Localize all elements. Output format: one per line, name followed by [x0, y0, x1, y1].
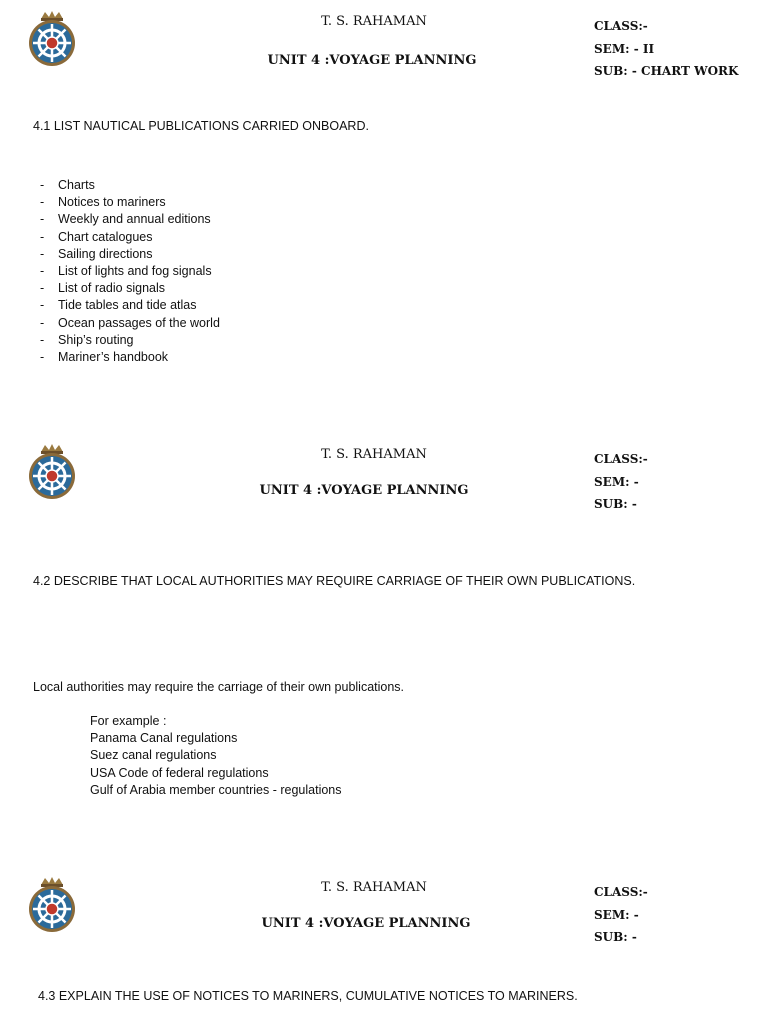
section-heading-4-3: 4.3 EXPLAIN THE USE OF NOTICES TO MARINERS, CUMULATIVE NOTICES TO MARINERS. [38, 989, 578, 1003]
meta-block [594, 15, 764, 83]
example-label: For example : [90, 714, 167, 728]
section-intro: Local authorities may require the carriage of their own publications. [33, 680, 405, 694]
ship-wheel-crest-icon [26, 10, 78, 68]
meta-block [594, 448, 764, 516]
class-line: CLASS:- [594, 452, 648, 466]
crest-logo [26, 443, 78, 501]
class-line: CLASS:- [594, 885, 648, 899]
institute-name: T. S. RAHAMAN [321, 880, 427, 895]
list-item: USA Code of federal regulations [90, 765, 269, 780]
ship-wheel-crest-icon [26, 443, 78, 501]
examples-block [90, 713, 490, 799]
institute-name: T. S. RAHAMAN [321, 447, 427, 462]
list-item: - Chart catalogues [32, 229, 432, 246]
list-item: - Ship’s routing [32, 332, 432, 349]
section-heading-4-1: 4.1 LIST NAUTICAL PUBLICATIONS CARRIED ONBOARD. [33, 119, 369, 133]
list-item: - Charts [32, 177, 432, 194]
ship-wheel-crest-icon [26, 876, 78, 934]
list-item: Gulf of Arabia member countries - regulations [90, 782, 342, 797]
unit-title: UNIT 4 :VOYAGE PLANNING [259, 483, 469, 498]
list-item: - Weekly and annual editions [32, 211, 432, 228]
crest-logo [26, 876, 78, 934]
sem-line: SEM: - II [594, 41, 655, 56]
list-item: - Sailing directions [32, 246, 432, 263]
publications-list [32, 177, 432, 366]
list-item: - Notices to mariners [32, 194, 432, 211]
list-item: - Mariner’s handbook [32, 349, 432, 366]
unit-title: UNIT 4 :VOYAGE PLANNING [261, 916, 471, 931]
sub-line: SUB: - [594, 930, 637, 944]
list-item: - Ocean passages of the world [32, 315, 432, 332]
meta-block [594, 881, 764, 949]
list-item: - List of lights and fog signals [32, 263, 432, 280]
list-item: - Tide tables and tide atlas [32, 297, 432, 314]
institute-name: T. S. RAHAMAN [321, 14, 427, 29]
class-line: CLASS:- [594, 19, 648, 33]
sub-line: SUB: - [594, 497, 637, 511]
sem-line: SEM: - [594, 907, 639, 922]
list-item: - List of radio signals [32, 280, 432, 297]
sem-line: SEM: - [594, 474, 639, 489]
list-item: Panama Canal regulations [90, 731, 238, 746]
unit-title: UNIT 4 :VOYAGE PLANNING [267, 53, 477, 68]
crest-logo [26, 10, 78, 68]
section-heading-4-2: 4.2 DESCRIBE THAT LOCAL AUTHORITIES MAY REQUIRE CARRIAGE OF THEIR OWN PUBLICATIONS. [33, 574, 636, 588]
list-item: Suez canal regulations [90, 748, 217, 763]
sub-line: SUB: - CHART WORK [594, 64, 739, 78]
